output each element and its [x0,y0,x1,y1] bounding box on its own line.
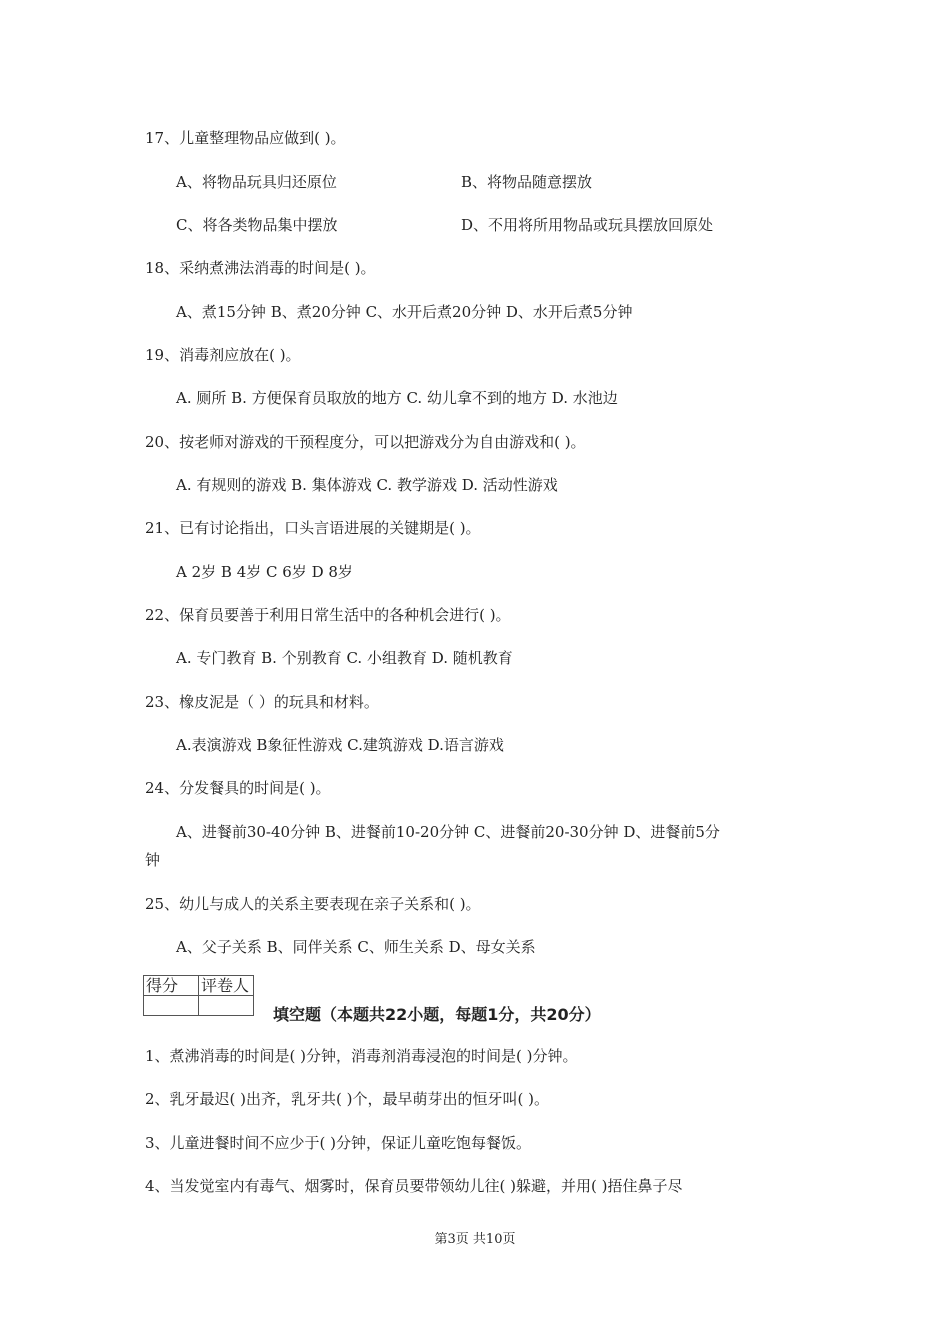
question-17: 17、儿童整理物品应做到( )。 [145,129,346,147]
fill-question-2: 2、乳牙最迟( )出齐，乳牙共( )个，最早萌芽出的恒牙叫( )。 [145,1090,549,1108]
question-22: 22、保育员要善于利用日常生活中的各种机会进行( )。 [145,606,511,624]
fill-question-3: 3、儿童进餐时间不应少于( )分钟，保证儿童吃饱每餐饭。 [145,1134,532,1152]
option-17d: D、不用将所用物品或玩具摆放回原处 [461,216,714,234]
grader-cell [199,996,254,1016]
question-24: 24、分发餐具的时间是( )。 [145,779,331,797]
options-20: A. 有规则的游戏 B. 集体游戏 C. 教学游戏 D. 活动性游戏 [176,476,558,494]
question-23: 23、橡皮泥是（ ）的玩具和材料。 [145,693,379,711]
question-19: 19、消毒剂应放在( )。 [145,346,301,364]
section-title: 填空题（本题共22小题，每题1分，共20分） [273,1005,601,1024]
options-18: A、煮15分钟 B、煮20分钟 C、水开后煮20分钟 D、水开后煮5分钟 [176,303,633,321]
question-18: 18、采纳煮沸法消毒的时间是( )。 [145,259,376,277]
question-21: 21、已有讨论指出，口头言语进展的关键期是( )。 [145,519,481,537]
options-25: A、父子关系 B、同伴关系 C、师生关系 D、母女关系 [176,938,536,956]
option-17c: C、将各类物品集中摆放 [176,216,338,234]
score-label: 得分 [144,976,199,996]
page-footer: 第3页 共10页 [434,1232,516,1247]
options-24-wrap: 钟 [145,851,161,869]
fill-question-1: 1、煮沸消毒的时间是( )分钟，消毒剂消毒浸泡的时间是( )分钟。 [145,1047,578,1065]
options-23: A.表演游戏 B象征性游戏 C.建筑游戏 D.语言游戏 [176,736,504,754]
options-22: A. 专门教育 B. 个别教育 C. 小组教育 D. 随机教育 [176,649,513,667]
grader-label: 评卷人 [199,976,254,996]
fill-question-4: 4、当发觉室内有毒气、烟雾时，保育员要带领幼儿往( )躲避，并用( )捂住鼻子尽 [145,1177,683,1195]
option-17b: B、将物品随意摆放 [461,173,593,191]
question-20: 20、按老师对游戏的干预程度分，可以把游戏分为自由游戏和( )。 [145,433,586,451]
question-25: 25、幼儿与成人的关系主要表现在亲子关系和( )。 [145,895,481,913]
options-24: A、进餐前30-40分钟 B、进餐前10-20分钟 C、进餐前20-30分钟 D、进餐前5分 [176,823,720,841]
options-19: A. 厕所 B. 方便保育员取放的地方 C. 幼儿拿不到的地方 D. 水池边 [176,389,618,407]
option-17a: A、将物品玩具归还原位 [176,173,337,191]
options-21: A 2岁 B 4岁 C 6岁 D 8岁 [176,563,353,581]
score-table [143,975,254,1016]
score-cell [144,996,199,1016]
